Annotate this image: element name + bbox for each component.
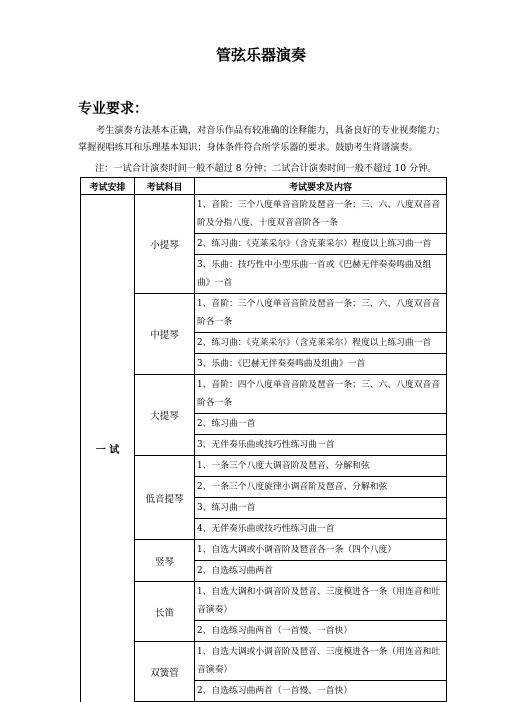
table-row (81, 456, 447, 477)
requirements-table (80, 177, 447, 702)
requirement-item: 3、乐曲：《巴赫无伴奏奏鸣曲及组曲》一首 (195, 354, 447, 375)
requirement-item: 2、自选练习曲两首（一首慢、一首快） (195, 681, 447, 702)
table-row (81, 540, 447, 561)
table-row (81, 195, 447, 234)
header-subject: 考试科目 (135, 178, 195, 195)
requirement-item: 3、练习曲一首 (195, 498, 447, 519)
requirement-item: 1、音阶：四个八度单音音阶及琶音一条；三、六、八度双音音阶各一条 (195, 375, 447, 414)
table-row (81, 375, 447, 414)
requirement-item: 1、自选大调或小调音阶及琶音各一条（四个八度） (195, 540, 447, 561)
table-body (81, 195, 447, 702)
subject-cell: 大提琴 (135, 375, 195, 456)
requirement-item: 3、乐曲：技巧性中小型乐曲一首或《巴赫无伴奏奏鸣曲及组曲》一首 (195, 255, 447, 294)
table-header-row (81, 178, 447, 195)
requirement-item: 2、练习曲一首 (195, 414, 447, 435)
subject-cell: 长笛 (135, 582, 195, 642)
requirement-item: 1、音阶：三个八度单音音阶及琶音一条；三、六、八度双音音阶及分指八度、十度双音音阶各一条 (195, 195, 447, 234)
requirement-item: 4、无伴奏乐曲或技巧性练习曲一首 (195, 519, 447, 540)
requirement-item: 2、自选练习曲两首 (195, 561, 447, 582)
table-row (81, 642, 447, 681)
table-row (81, 582, 447, 621)
requirement-item: 2、一条三个八度旋律小调音阶及琶音、分解和弦 (195, 477, 447, 498)
subject-cell: 双簧管 (135, 642, 195, 702)
table-row (81, 294, 447, 333)
subject-cell: 中提琴 (135, 294, 195, 375)
requirement-item: 2、练习曲：《克莱采尔》（含克莱采尔）程度以上练习曲一首 (195, 234, 447, 255)
requirement-item: 1、一条三个八度大调音阶及琶音、分解和弦 (195, 456, 447, 477)
page-title: 管弦乐器演奏 (215, 46, 306, 64)
duration-note: 注：一试合计演奏时间一般不超过 8 分钟；二试合计演奏时间一般不超过 10 分钟。 (95, 163, 437, 174)
subject-cell: 竖琴 (135, 540, 195, 582)
requirement-item: 1、自选大调或小调音阶及琶音、三度模进各一条（用连音和吐音演奏） (195, 642, 447, 681)
exam-stage-cell: 一 试 (81, 195, 135, 702)
requirement-item: 2、自选练习曲两首（一首慢、一首快） (195, 621, 447, 642)
subject-cell: 小提琴 (135, 195, 195, 294)
subject-cell: 低音提琴 (135, 456, 195, 540)
requirement-item: 3、无伴奏乐曲或技巧性练习曲一首 (195, 435, 447, 456)
header-content: 考试要求及内容 (195, 178, 447, 195)
requirement-item: 1、自选大调和小调音阶及琶音、三度模进各一条（用连音和吐音演奏） (195, 582, 447, 621)
section-heading: 专业要求： (78, 101, 148, 117)
requirement-item: 1、音阶：三个八度单音音阶及琶音一条；三、六、八度双音音阶各一条 (195, 294, 447, 333)
requirement-item: 2、练习曲：《克莱采尔》（含克莱采尔）程度以上练习曲一首 (195, 333, 447, 354)
intro-paragraph: 考生演奏方法基本正确，对音乐作品有较准确的诠释能力，具备良好的专业视奏能力；掌握视唱练耳和乐理基本知识；身体条件符合所学乐器的要求。鼓励考生背谱演奏。 (78, 125, 446, 153)
header-stage: 考试安排 (81, 178, 135, 195)
